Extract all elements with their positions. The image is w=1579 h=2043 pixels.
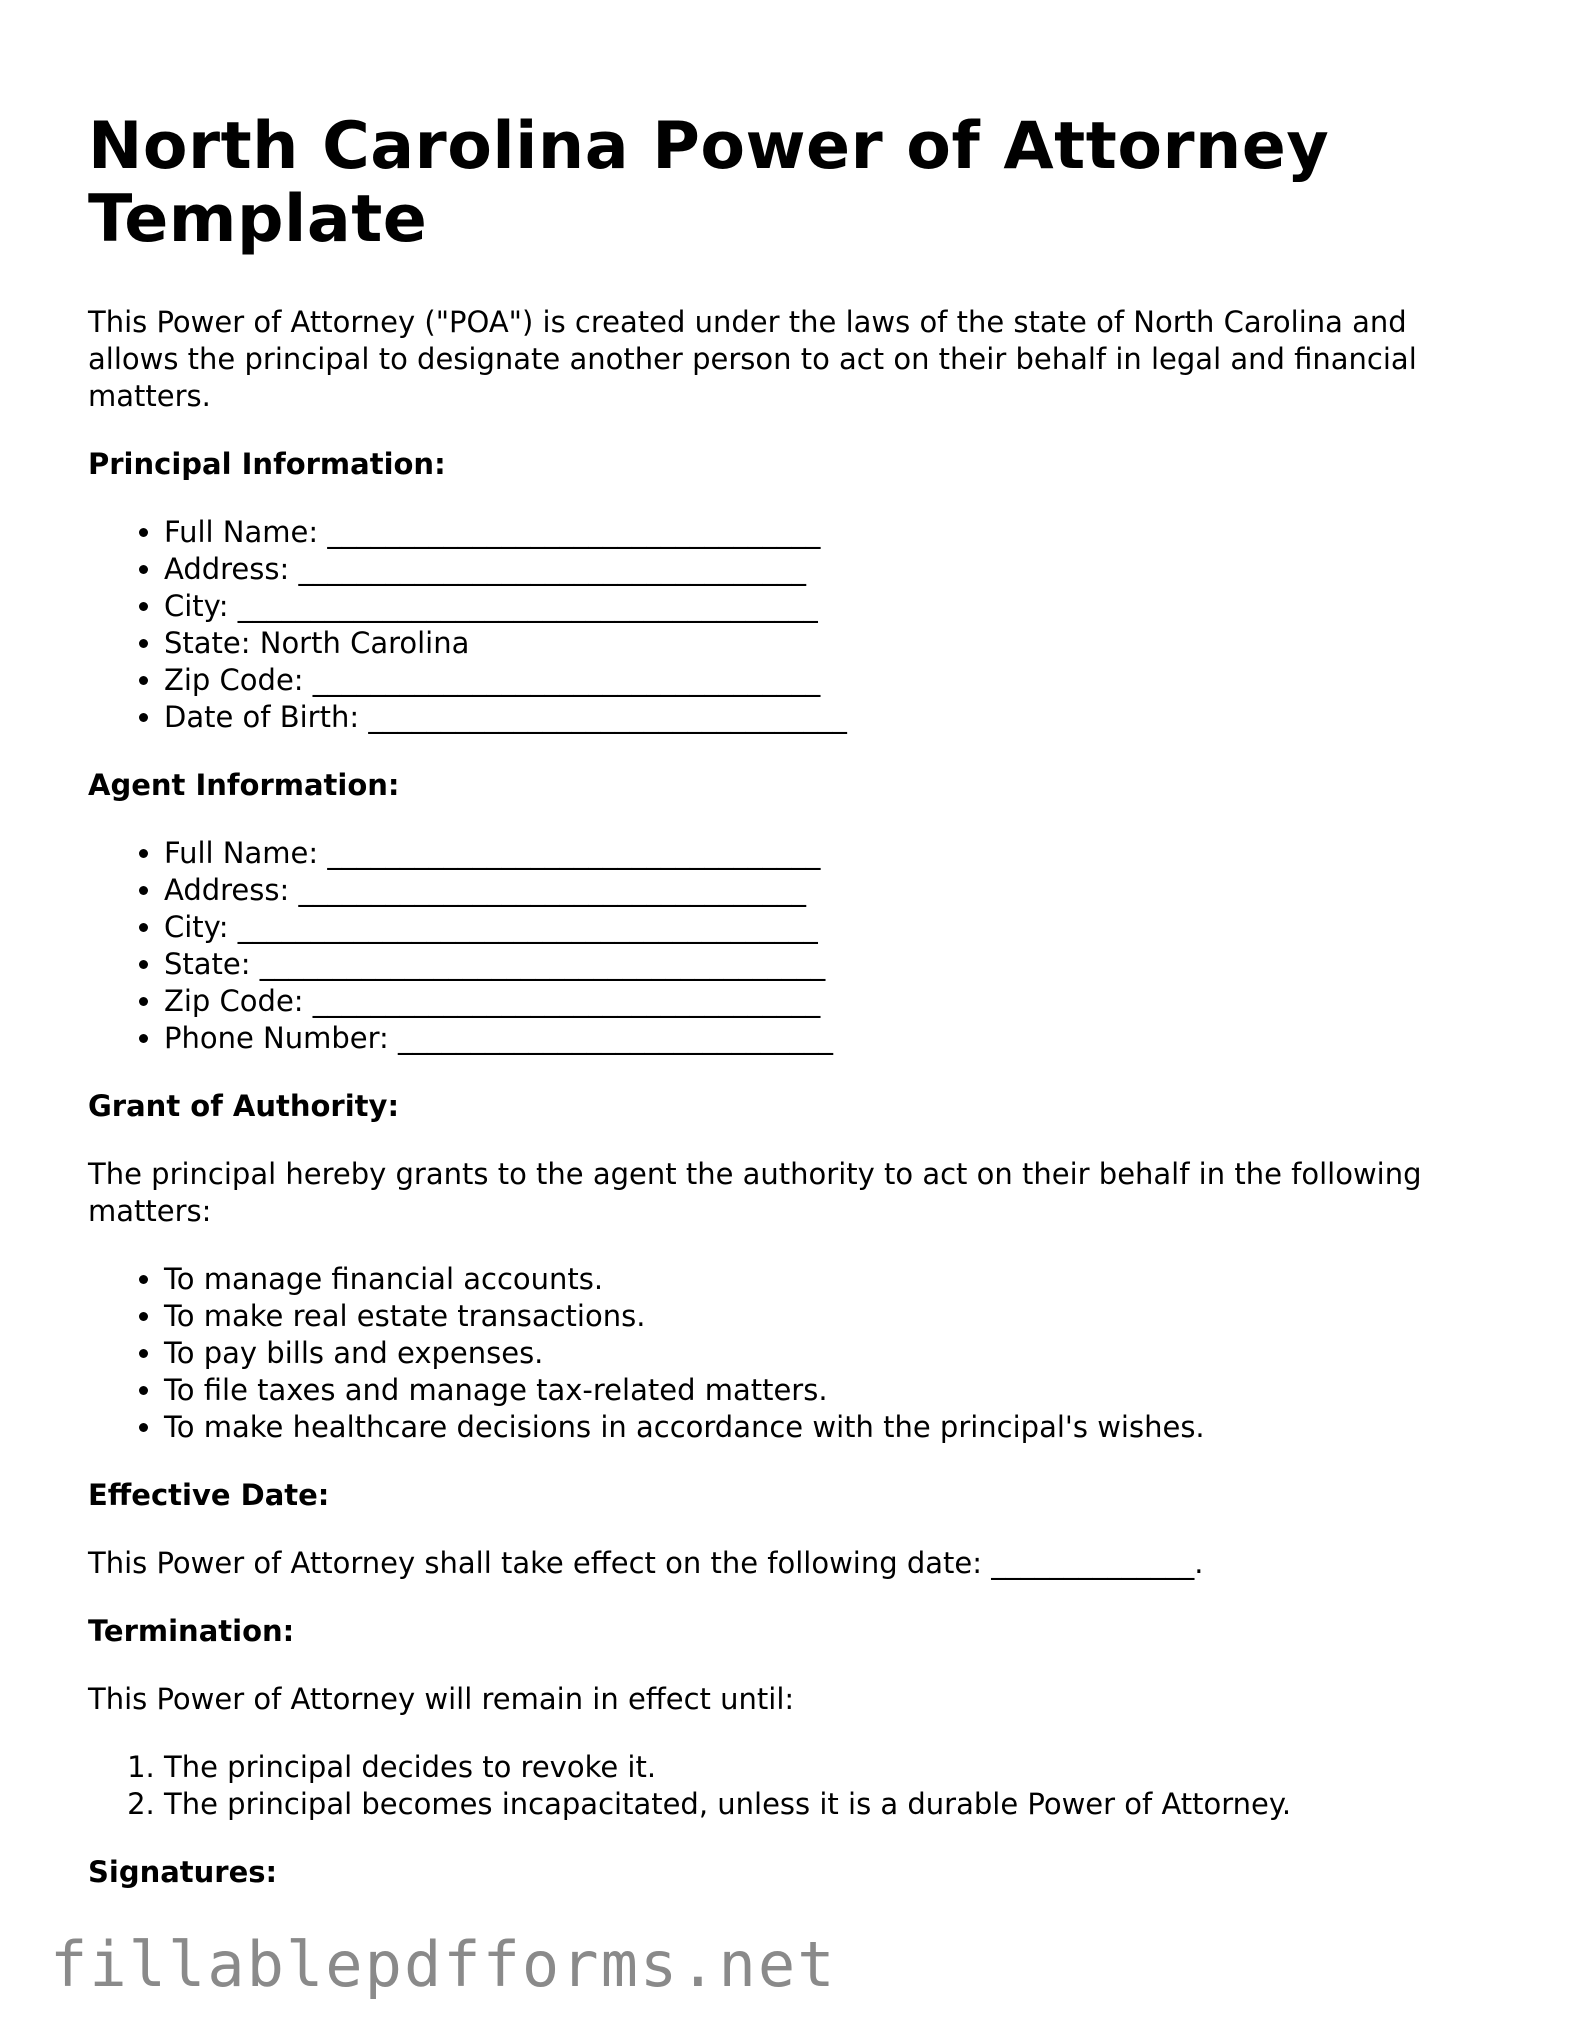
termination-heading: Termination: xyxy=(88,1614,295,1648)
grant-list xyxy=(88,1261,1488,1446)
grant-paragraph: The principal hereby grants to the agent the authority to act on their behalf in the following matters: xyxy=(88,1157,1422,1228)
agent-list xyxy=(88,835,1488,1057)
termination-paragraph: This Power of Attorney will remain in effect until: xyxy=(88,1682,795,1716)
agent-state-field[interactable]: • State: _______________________________________ xyxy=(164,946,1488,983)
page-title: North Carolina Power of Attorney Template xyxy=(88,109,1330,257)
grant-item: • To make healthcare decisions in accordance with the principal's wishes. xyxy=(164,1409,1488,1446)
effective-date-heading: Effective Date: xyxy=(88,1478,330,1512)
principal-address-field[interactable]: • Address: ___________________________________ xyxy=(164,551,1488,588)
intro-paragraph: This Power of Attorney ("POA") is created under the laws of the state of North Carolina and allows the principal to designate another person to act on their behalf in legal and financial matters. xyxy=(88,305,1417,413)
termination-item: 1. The principal decides to revoke it. xyxy=(164,1749,1488,1786)
agent-heading: Agent Information: xyxy=(88,768,400,802)
agent-address-field[interactable]: • Address: ___________________________________ xyxy=(164,872,1488,909)
principal-city-field[interactable]: • City: ________________________________________ xyxy=(164,588,1488,625)
watermark-text: fillablepdfforms.net xyxy=(50,1928,837,2001)
document-page xyxy=(88,110,1488,1922)
agent-phone-field[interactable]: • Phone Number: ______________________________ xyxy=(164,1020,1488,1057)
principal-zip-field[interactable]: • Zip Code: ___________________________________ xyxy=(164,662,1488,699)
principal-full-name-field[interactable]: • Full Name: __________________________________ xyxy=(164,514,1488,551)
principal-heading: Principal Information: xyxy=(88,447,446,481)
termination-item: 2. The principal becomes incapacitated, unless it is a durable Power of Attorney. xyxy=(164,1786,1488,1823)
grant-heading: Grant of Authority: xyxy=(88,1089,400,1123)
grant-item: • To pay bills and expenses. xyxy=(164,1335,1488,1372)
principal-dob-field[interactable]: • Date of Birth: _________________________________ xyxy=(164,699,1488,736)
grant-item: • To make real estate transactions. xyxy=(164,1298,1488,1335)
agent-zip-field[interactable]: • Zip Code: ___________________________________ xyxy=(164,983,1488,1020)
grant-item: • To file taxes and manage tax-related matters. xyxy=(164,1372,1488,1409)
agent-city-field[interactable]: • City: ________________________________________ xyxy=(164,909,1488,946)
termination-list xyxy=(88,1749,1488,1823)
effective-date-paragraph[interactable]: This Power of Attorney shall take effect on the following date: ______________. xyxy=(88,1546,1204,1580)
grant-item: • To manage financial accounts. xyxy=(164,1261,1488,1298)
principal-list xyxy=(88,514,1488,736)
principal-state-field: • State: North Carolina xyxy=(164,625,1488,662)
signatures-heading: Signatures: xyxy=(88,1855,278,1889)
agent-full-name-field[interactable]: • Full Name: __________________________________ xyxy=(164,835,1488,872)
